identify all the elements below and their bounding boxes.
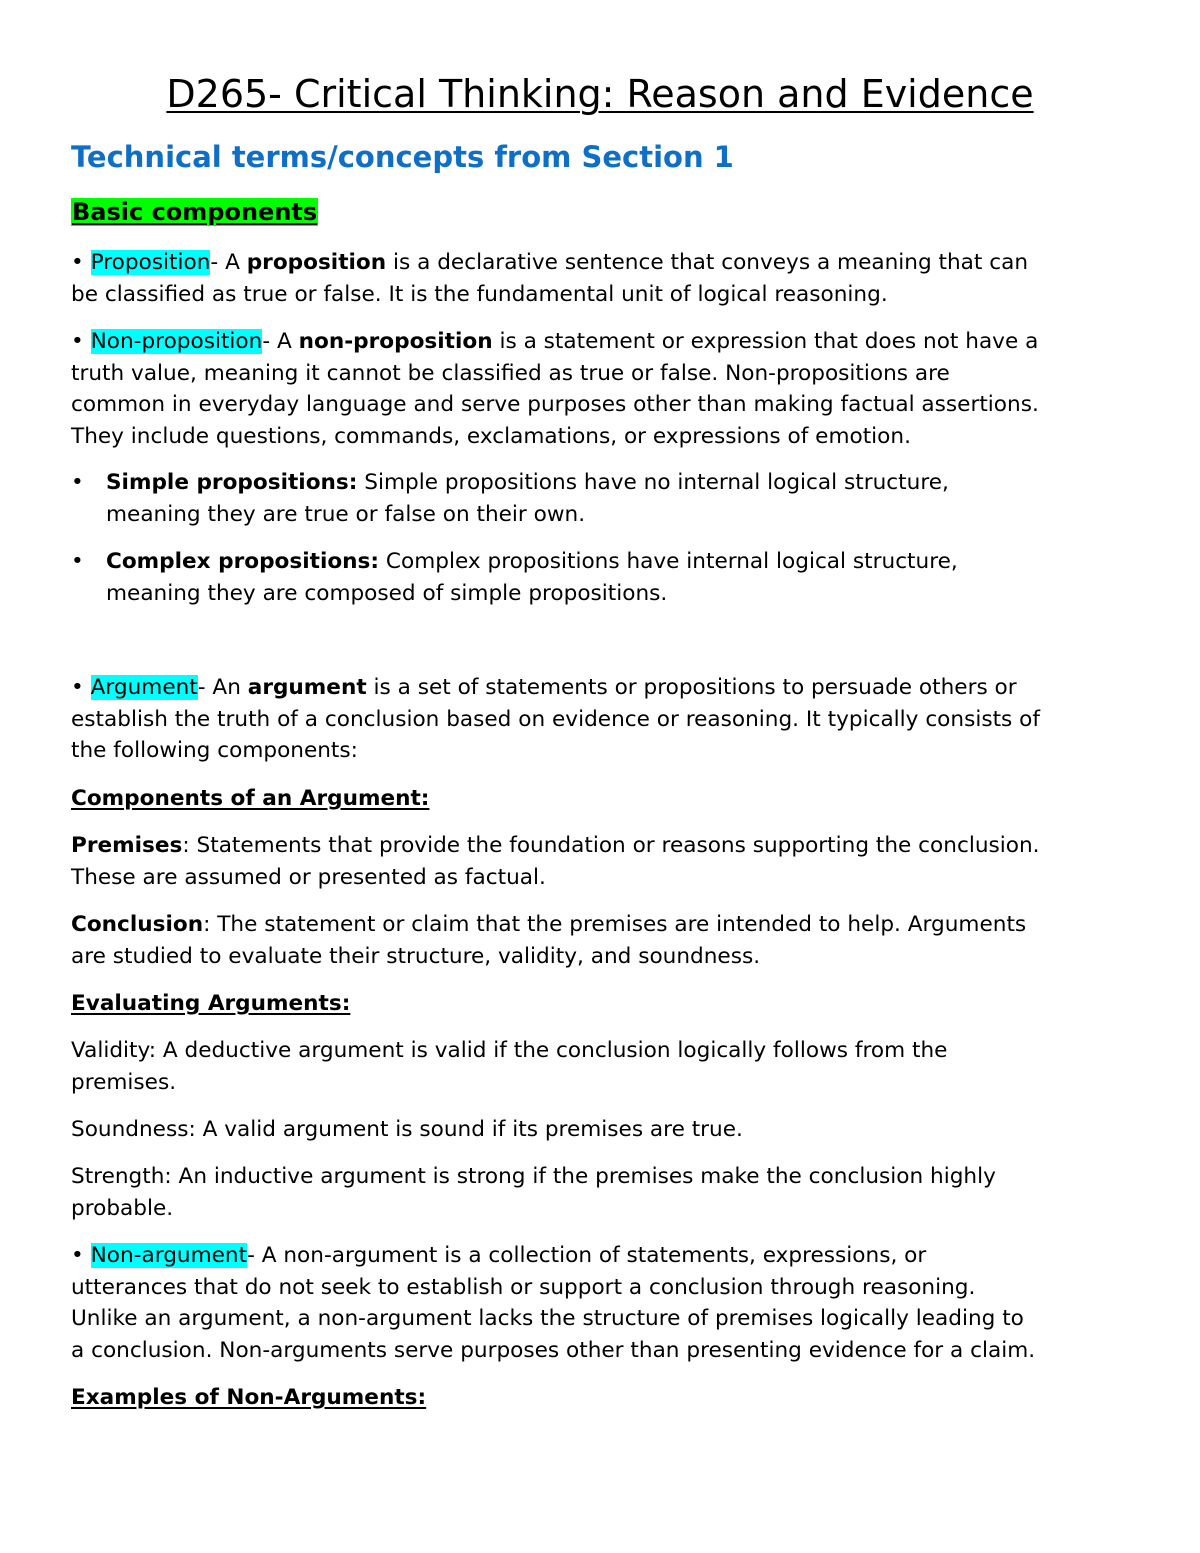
premises-line-1	[71, 830, 1141, 862]
components-heading: Components of an Argument:	[71, 786, 430, 811]
conclusion-line-1	[71, 909, 1141, 941]
simple-propositions-line-2: meaning they are true or false on their own.	[106, 501, 586, 527]
premises-line-2: These are assumed or presented as factual.	[71, 864, 546, 890]
simple-propositions-line-1	[106, 467, 1106, 499]
proposition-term: Proposition	[90, 250, 211, 275]
proposition-dash: - A	[210, 250, 247, 275]
proposition-rest: is a declarative sentence that conveys a meaning that can	[386, 250, 1029, 275]
argument-line-2: establish the truth of a conclusion based on evidence or reasoning. It typically consists of	[71, 706, 1040, 732]
examples-heading: Examples of Non-Arguments:	[71, 1385, 427, 1410]
premises-rest: : Statements that provide the foundation or reasons supporting the conclusion.	[182, 833, 1040, 858]
argument-line-1	[71, 672, 1141, 704]
bullet: •	[71, 470, 84, 495]
non-argument-paragraph	[71, 1240, 1141, 1366]
proposition-line-1	[71, 247, 1141, 279]
non-proposition-term: Non-proposition	[90, 329, 263, 354]
conclusion-bold: Conclusion	[71, 912, 204, 937]
non-proposition-line-2: truth value, meaning it cannot be classified as true or false. Non-propositions are	[71, 360, 950, 386]
soundness-paragraph: Soundness: A valid argument is sound if its premises are true.	[71, 1117, 743, 1142]
complex-propositions-text	[106, 546, 1106, 609]
complex-propositions-bold: Complex propositions:	[106, 549, 380, 574]
argument-line-3: the following components:	[71, 738, 358, 764]
complex-propositions-line-1	[106, 546, 1106, 578]
non-argument-line-3: Unlike an argument, a non-argument lacks the structure of premises logically leading to	[71, 1306, 1024, 1332]
complex-propositions-rest: Complex propositions have internal logical structure,	[379, 549, 958, 574]
strength-paragraph	[71, 1161, 1141, 1224]
bullet: •	[71, 1243, 84, 1268]
strength-line-2: probable.	[71, 1195, 174, 1221]
non-argument-line-4: a conclusion. Non-arguments serve purposes other than presenting evidence for a claim.	[71, 1337, 1036, 1363]
bullet: •	[71, 549, 84, 574]
section-heading: Technical terms/concepts from Section 1	[71, 140, 734, 174]
non-argument-term: Non-argument	[90, 1243, 248, 1268]
non-proposition-line-3: common in everyday language and serve purposes other than making factual assertions.	[71, 392, 1039, 418]
non-argument-line-2: utterances that do not seek to establish or support a conclusion through reasoning.	[71, 1274, 976, 1300]
validity-line-2: premises.	[71, 1069, 177, 1095]
complex-propositions-line-2: meaning they are composed of simple propositions.	[106, 580, 668, 606]
non-proposition-line-1	[71, 326, 1141, 358]
simple-propositions-rest: Simple propositions have no internal logical structure,	[357, 470, 949, 495]
strength-line-1: Strength: An inductive argument is strong if the premises make the conclusion highly	[71, 1164, 996, 1189]
premises-bold: Premises	[71, 833, 183, 858]
argument-bold: argument	[247, 675, 367, 700]
conclusion-line-2: are studied to evaluate their structure, validity, and soundness.	[71, 943, 761, 969]
proposition-line-2: be classified as true or false. It is the fundamental unit of logical reasoning.	[71, 281, 888, 307]
non-proposition-bold: non-proposition	[298, 329, 493, 354]
bullet: •	[71, 675, 84, 700]
non-proposition-paragraph	[71, 326, 1141, 452]
proposition-bold: proposition	[246, 250, 387, 275]
bullet: •	[71, 329, 84, 354]
bullet: •	[71, 250, 84, 275]
proposition-paragraph	[71, 247, 1141, 310]
argument-paragraph	[71, 672, 1141, 767]
conclusion-paragraph	[71, 909, 1141, 972]
non-proposition-dash: - A	[262, 329, 299, 354]
document-title: D265- Critical Thinking: Reason and Evidence	[166, 72, 1034, 116]
basic-components-heading	[71, 196, 318, 228]
validity-line-1: Validity: A deductive argument is valid if the conclusion logically follows from the	[71, 1038, 948, 1063]
basic-components-label: Basic components	[72, 198, 318, 226]
evaluating-heading: Evaluating Arguments:	[71, 991, 351, 1016]
simple-propositions-text	[106, 467, 1106, 530]
premises-paragraph	[71, 830, 1141, 893]
argument-dash: - An	[197, 675, 248, 700]
conclusion-rest: : The statement or claim that the premises are intended to help. Arguments	[203, 912, 1027, 937]
simple-propositions-bold: Simple propositions:	[106, 470, 358, 495]
non-proposition-line-4: They include questions, commands, exclamations, or expressions of emotion.	[71, 423, 911, 449]
non-argument-rest: - A non-argument is a collection of statements, expressions, or	[247, 1243, 927, 1268]
validity-paragraph	[71, 1035, 1141, 1098]
argument-term: Argument	[90, 675, 198, 700]
non-argument-line-1	[71, 1240, 1141, 1272]
non-proposition-rest: is a statement or expression that does not have a	[492, 329, 1039, 354]
argument-rest: is a set of statements or propositions to persuade others or	[366, 675, 1017, 700]
